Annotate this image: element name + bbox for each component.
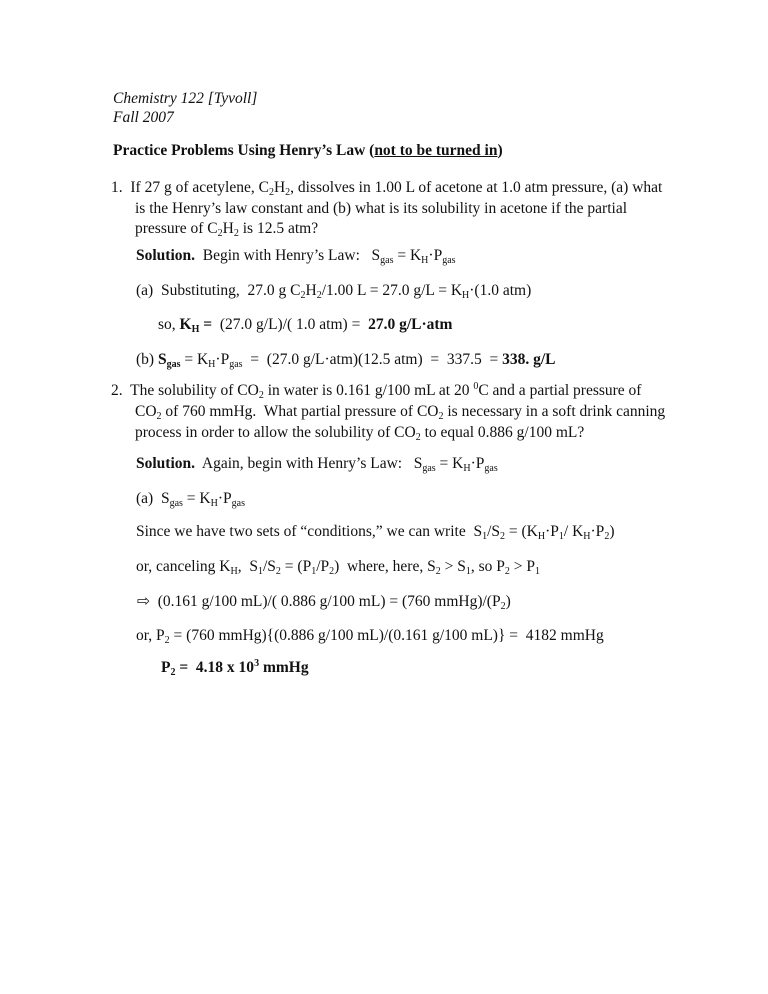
problem2-conditions — [136, 522, 614, 541]
superscript-text: 3 — [254, 658, 260, 669]
text-segment: ·P — [545, 523, 559, 540]
subscript-text: 2 — [156, 411, 162, 422]
text-segment: H — [273, 179, 286, 196]
text-segment: = K — [180, 351, 209, 368]
subscript-text: H — [537, 531, 546, 542]
text-segment: Again, begin with Henry’s Law: S — [195, 455, 423, 472]
text-segment: = — [199, 316, 213, 333]
course-header-line1 — [113, 89, 257, 108]
subscript-text: 2 — [285, 187, 291, 198]
text-segment: , dissolves in 1.00 L of acetone at 1.0 atm pressure, (a) what — [290, 179, 663, 196]
subscript-text: 2 — [258, 390, 264, 401]
subscript-text: 2 — [316, 290, 322, 301]
problem2-final-answer — [161, 658, 309, 677]
subscript-text: gas — [380, 255, 394, 266]
text-segment: = 4.18 x 10 — [175, 659, 255, 676]
text-segment: /S — [487, 523, 501, 540]
subscript-text: 2 — [233, 228, 239, 239]
text-segment: or, P — [136, 627, 165, 644]
subscript-text: gas — [229, 359, 243, 370]
text-segment: Solution. — [136, 247, 196, 264]
problem2-part-a — [136, 489, 245, 508]
problem2-line3 — [135, 423, 584, 442]
text-segment: /1.00 L = 27.0 g/L = K — [321, 282, 463, 299]
text-segment: mmHg — [259, 659, 309, 676]
subscript-text: 1 — [257, 566, 263, 577]
subscript-text: 2 — [500, 531, 506, 542]
text-segment: (b) — [136, 351, 158, 368]
text-segment: = K — [435, 455, 464, 472]
text-segment: ) — [497, 142, 503, 159]
subscript-text: 2 — [170, 667, 176, 678]
text-segment: not to be turned in — [374, 142, 498, 159]
text-segment: 1. If 27 g of acetylene, C — [111, 179, 269, 196]
subscript-text: H — [230, 566, 238, 577]
problem1-line2 — [135, 199, 627, 218]
text-segment: ·P — [590, 523, 605, 540]
text-segment: (27.0 g/L)/( 1.0 atm) = — [212, 316, 369, 333]
text-segment: (a) S — [136, 490, 170, 507]
text-segment: , S — [237, 558, 258, 575]
problem2-canceling — [136, 557, 540, 576]
text-segment: ) where, here, S — [334, 558, 436, 575]
subscript-text: 2 — [415, 432, 421, 443]
text-segment: Fall 2007 — [113, 109, 174, 126]
subscript-text: 1 — [558, 531, 564, 542]
text-segment: /P — [316, 558, 330, 575]
text-segment: 27.0 g/L·atm — [368, 316, 453, 333]
subscript-text: gas — [484, 463, 498, 474]
problem1-part-a — [136, 281, 531, 300]
subscript-text: gas — [166, 359, 181, 370]
text-segment: H — [305, 282, 317, 299]
text-segment: = (K — [505, 523, 538, 540]
text-segment: is 12.5 atm? — [238, 220, 319, 237]
subscript-text: 1 — [535, 566, 540, 577]
subscript-text: 2 — [268, 187, 274, 198]
problem2-line2 — [135, 402, 665, 421]
text-segment: Begin with Henry’s Law: S — [195, 247, 381, 264]
problem2-line1 — [111, 381, 641, 400]
text-segment: = (27.0 g/L·atm)(12.5 atm) = 337.5 = — [242, 351, 503, 368]
subscript-text: 2 — [164, 635, 170, 646]
text-segment: (a) Substituting, 27.0 g C — [136, 282, 301, 299]
text-segment: is the Henry’s law constant and (b) what is its solubility in acetone if the partial — [135, 200, 628, 217]
text-segment: H — [222, 220, 234, 237]
subscript-text: 2 — [217, 228, 223, 239]
worksheet-title — [113, 141, 503, 160]
text-segment: ·P — [217, 490, 232, 507]
text-segment: ·P — [470, 455, 485, 472]
text-segment: or, canceling K — [136, 558, 231, 575]
subscript-text: 2 — [504, 566, 510, 577]
text-segment: K — [179, 316, 192, 333]
text-segment: CO — [135, 403, 157, 420]
subscript-text: 1 — [482, 531, 488, 542]
superscript-text: 0 — [473, 381, 479, 392]
text-segment: > P — [509, 558, 535, 575]
text-segment: pressure of C — [135, 220, 218, 237]
text-segment: P — [161, 659, 171, 676]
subscript-text: H — [191, 324, 200, 335]
text-segment: / K — [563, 523, 584, 540]
problem2-substitution — [137, 592, 511, 611]
subscript-text: gas — [231, 498, 245, 509]
subscript-text: H — [462, 290, 470, 301]
subscript-text: 2 — [500, 601, 506, 612]
problem1-line1 — [111, 178, 662, 197]
text-segment: /S — [262, 558, 276, 575]
subscript-text: gas — [442, 255, 456, 266]
text-segment: ) — [505, 593, 511, 610]
subscript-text: H — [583, 531, 591, 542]
problem1-part-a-result — [158, 315, 452, 334]
text-segment: so, — [158, 316, 180, 333]
text-segment: = (P — [280, 558, 312, 575]
text-segment: ·P — [428, 247, 443, 264]
subscript-text: 2 — [275, 566, 281, 577]
subscript-text: 1 — [465, 566, 471, 577]
problem2-solution-intro — [136, 454, 498, 473]
subscript-text: 1 — [311, 566, 317, 577]
right-arrow-icon: ⇨ — [137, 592, 150, 610]
problem1-part-b — [136, 350, 556, 369]
text-segment: ·(1.0 atm) — [469, 282, 532, 299]
text-segment: in water is 0.161 g/100 mL at 20 — [263, 382, 474, 399]
subscript-text: H — [210, 498, 218, 509]
subscript-text: 2 — [329, 566, 335, 577]
subscript-text: 2 — [300, 290, 306, 301]
subscript-text: H — [208, 359, 216, 370]
subscript-text: 2 — [604, 531, 610, 542]
text-segment: = K — [393, 247, 422, 264]
subscript-text: H — [421, 255, 429, 266]
text-segment: Chemistry 122 [Tyvoll] — [113, 90, 258, 107]
text-segment: is necessary in a soft drink canning — [443, 403, 666, 420]
subscript-text: gas — [422, 463, 436, 474]
problem1-solution-intro — [136, 246, 456, 265]
subscript-text: gas — [169, 498, 183, 509]
problem2-rearranged — [136, 626, 604, 645]
problem1-line3 — [135, 219, 318, 238]
text-segment: > S — [440, 558, 466, 575]
text-segment: , so P — [470, 558, 505, 575]
text-segment: = K — [182, 490, 211, 507]
text-segment: ·P — [215, 351, 230, 368]
text-segment: to equal 0.886 g/100 mL? — [420, 424, 585, 441]
text-segment: ) — [609, 523, 615, 540]
text-segment: process in order to allow the solubility of CO — [135, 424, 416, 441]
text-segment: Solution. — [136, 455, 196, 472]
text-segment: 2. The solubility of CO — [111, 382, 259, 399]
subscript-text: 2 — [438, 411, 444, 422]
text-segment: 338. g/L — [502, 351, 556, 368]
subscript-text: H — [463, 463, 471, 474]
text-segment: Practice Problems Using Henry’s Law ( — [113, 142, 375, 159]
subscript-text: 2 — [435, 566, 441, 577]
text-segment: S — [157, 351, 167, 368]
text-segment: = (760 mmHg){(0.886 g/100 mL)/(0.161 g/100 mL)} = 4182 mmHg — [169, 627, 604, 644]
text-segment: (0.161 g/100 mL)/( 0.886 g/100 mL) = (760 mmHg)/(P — [150, 593, 501, 610]
text-segment: C and a partial pressure of — [478, 382, 642, 399]
course-header-line2 — [113, 108, 174, 127]
text-segment: of 760 mmHg. What partial pressure of CO — [161, 403, 439, 420]
text-segment: Since we have two sets of “conditions,” we can write S — [136, 523, 483, 540]
